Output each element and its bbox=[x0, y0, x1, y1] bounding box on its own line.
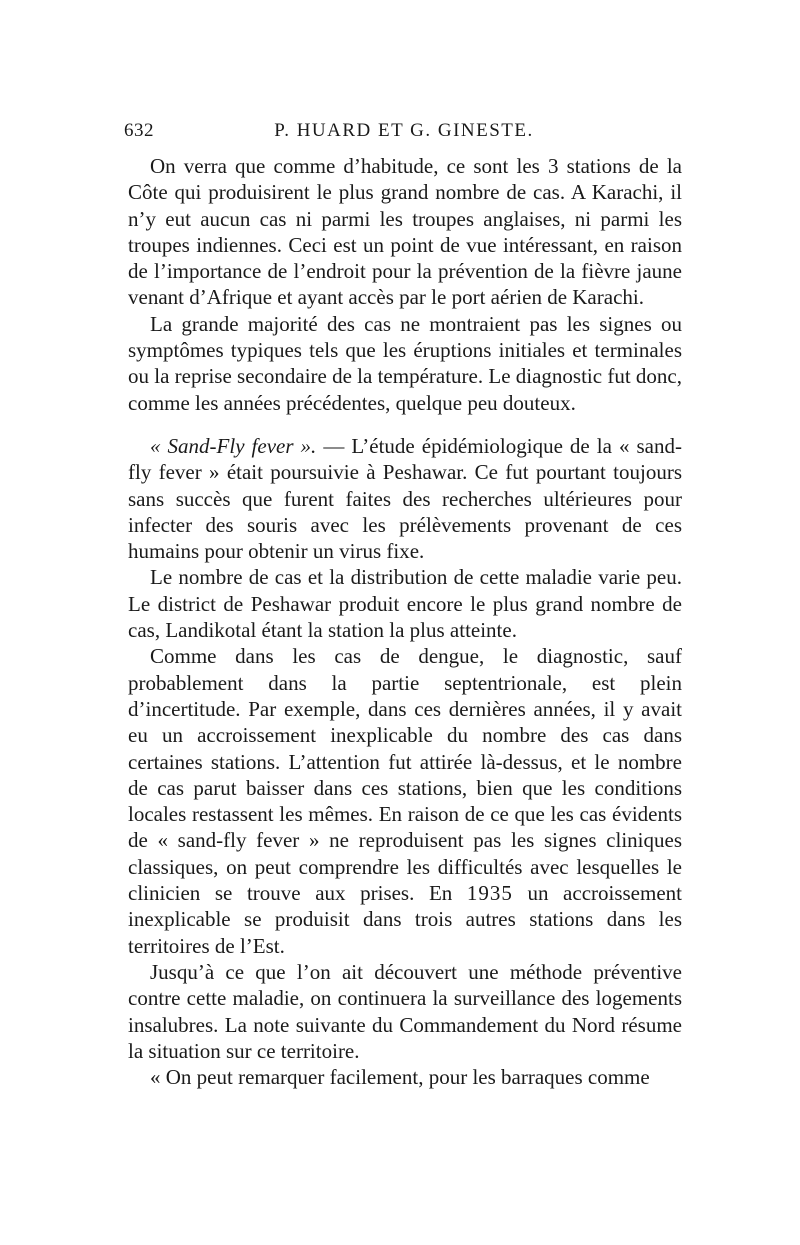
running-head bbox=[124, 120, 684, 146]
paragraph-text: Le nombre de cas et la distribution de cette maladie varie peu. Le district de Peshawar produit encore le plus grand nombre de cas, Landikotal étant la station la plus atteinte. bbox=[128, 565, 682, 643]
paragraph-diagnosis bbox=[128, 643, 682, 959]
paragraph-text: Jusqu’à ce que l’on ait découvert une méthode préventive contre cette maladie, on continuera la surveillance des logements insalubres. La note suivante du Commandement du Nord résume la situation sur ce territoire. bbox=[128, 959, 682, 1063]
section-heading-sand-fly-fever: « Sand-Fly fever ». bbox=[150, 433, 317, 458]
paragraph-quote-start bbox=[128, 1064, 682, 1090]
year-number: 1935 bbox=[466, 881, 513, 906]
paragraph-text: Comme dans les cas de dengue, le diagnostic, sauf probablement dans la partie septentrionale, est plein d’incertitude. Par exemple, dans ces dernières années, il y avait eu un accroissement inexplicable du nombre des cas dans certaines stations. L’attention fut attirée là-dessus, et le nombre de cas parut baisser dans ces stations, bien que les conditions locales restassent les mêmes. En raison de ce que les cas évidents de « sand-fly fever » ne reproduisent pas les signes cliniques classiques, on peut comprendre les difficultés avec lesquelles le clinicien se trouve aux prises. En bbox=[128, 644, 682, 906]
paragraph-surveillance bbox=[128, 959, 682, 1064]
paragraph-text: — L’étude épidémiologique de la « sand-fly fever » était poursuivie à Peshawar. Ce fut pourtant toujours sans succès que furent faites des recherches ultérieures pour infecter des souris avec les prélèvements provenant de ces humains pour obtenir un virus fixe. bbox=[128, 433, 682, 564]
paragraph-text: On verra que comme d’habitude, ce sont les 3 stations de la Côte qui produisirent le plus grand nombre de cas. A Karachi, il n’y eut aucun cas ni parmi les troupes anglaises, ni parmi les troupes indiennes. Ceci est un point de vue intéressant, en raison de l’importance de l’endroit pour la prévention de la fièvre jaune venant d’Afrique et ayant accès par le port aérien de Karachi. bbox=[128, 154, 682, 310]
paragraph-text: un accroissement inexplicable se produisit dans trois autres stations dans les territoires de l’Est. bbox=[128, 881, 682, 958]
paragraph-karachi bbox=[128, 153, 682, 311]
paragraph-text: « On peut remarquer facilement, pour les barraques comme bbox=[150, 1065, 650, 1090]
page-number: 632 bbox=[124, 120, 154, 141]
paragraph-sand-fly-intro bbox=[128, 433, 682, 564]
paragraph-text: La grande majorité des cas ne montraient pas les signes ou symptômes typiques tels que les éruptions initiales et terminales ou la reprise secondaire de la température. Le diagnostic fut donc, comme les années précédentes, quelque peu douteux. bbox=[128, 311, 682, 415]
body-text bbox=[128, 153, 682, 1090]
paragraph-symptoms bbox=[128, 311, 682, 416]
paragraph-distribution bbox=[128, 564, 682, 643]
page-header-title: P. HUARD ET G. GINESTE. bbox=[274, 120, 534, 141]
